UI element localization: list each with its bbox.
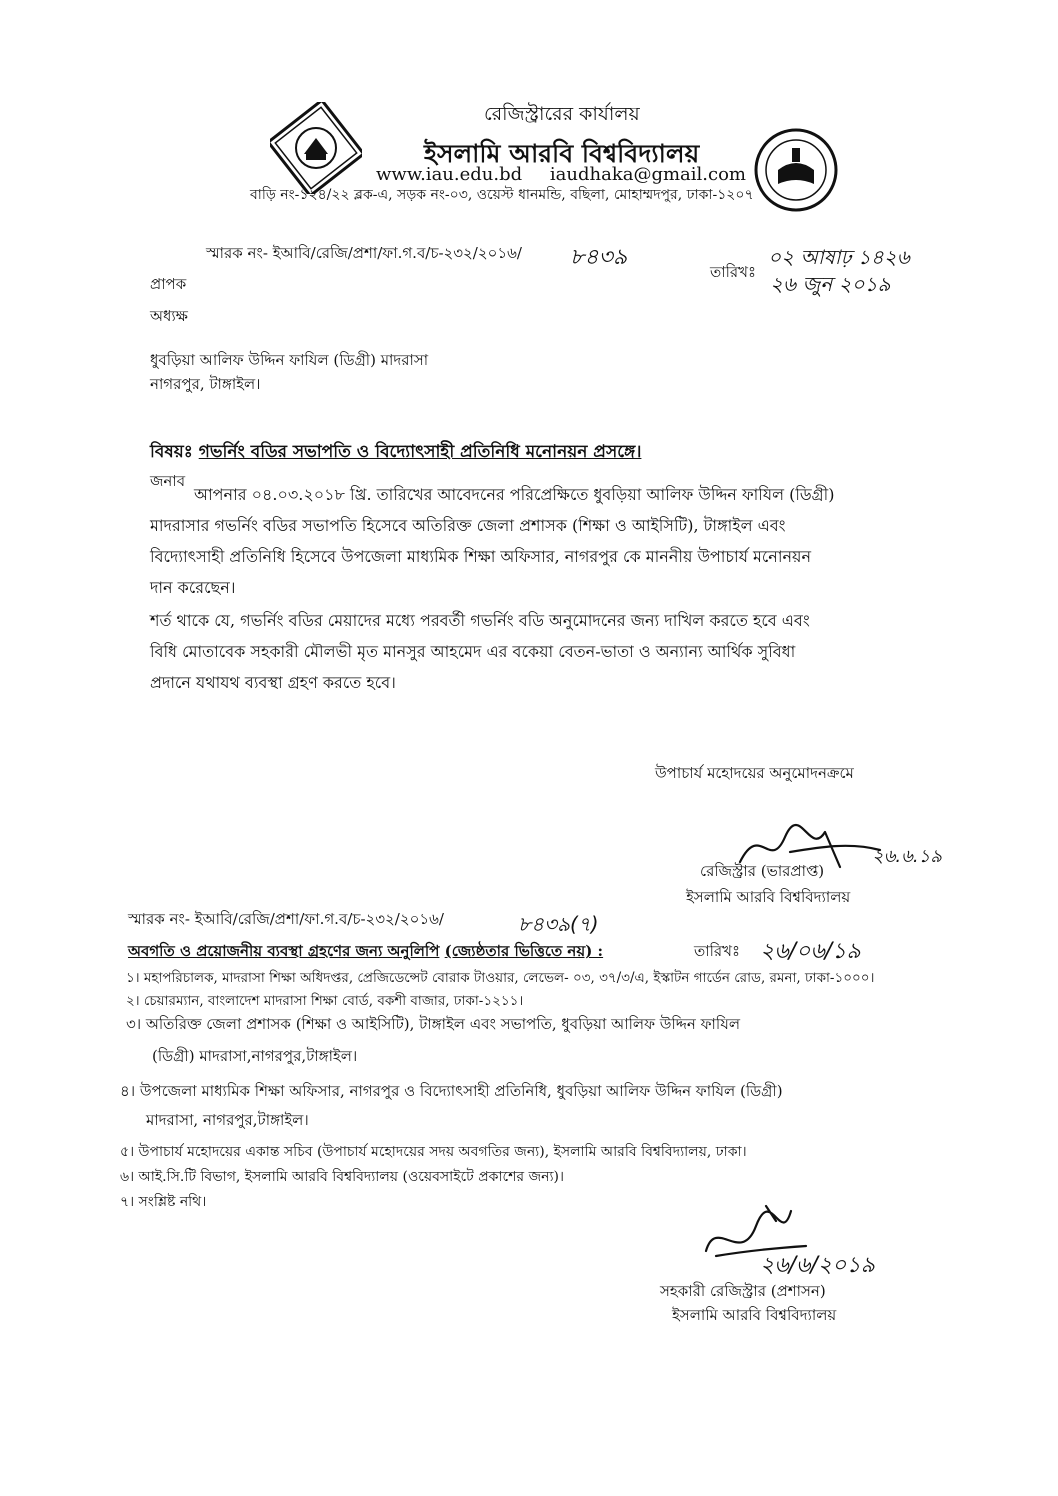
salutation: জনাব [150, 472, 186, 490]
cc-memo-handwritten: ৮৪৩৯(৭) [518, 912, 599, 936]
assistant-signature-date: ২৬/৬/২০১৯ [760, 1253, 875, 1278]
contact-line [376, 164, 768, 185]
cc-item: ৬। আই.সি.টি বিভাগ, ইসলামি আরবি বিশ্ববিদ্যালয় (ওয়েবসাইটে প্রকাশের জন্য)। [120, 1169, 564, 1185]
cc-memo-number: স্মারক নং- ইআবি/রেজি/প্রশা/ফা.গ.ব/চ-২৩২/২০১৬/ [128, 910, 444, 928]
cc-item: মাদরাসা, নাগরপুর,টাঙ্গাইল। [146, 1111, 309, 1129]
recipient-institution: ধুবড়িয়া আলিফ উদ্দিন ফাযিল (ডিগ্রী) মাদরাসা [150, 351, 429, 369]
registrar-university: ইসলামি আরবি বিশ্ববিদ্যালয় [686, 888, 851, 906]
cc-item: ৭। সংশ্লিষ্ট নথি। [120, 1194, 207, 1210]
approval-line: উপাচার্য মহোদয়ের অনুমোদনক্রমে [655, 764, 854, 782]
subject-line [150, 439, 641, 467]
date-handwritten-bangla: ০২ আষাঢ় ১৪২৬ [768, 245, 910, 269]
website-link[interactable]: www.iau.edu.bd [376, 164, 523, 185]
assistant-registrar-university: ইসলামি আরবি বিশ্ববিদ্যালয় [672, 1306, 837, 1324]
email-link[interactable]: iaudhaka@gmail.com [549, 164, 747, 185]
cc-item: ১। মহাপরিচালক, মাদরাসা শিক্ষা অধিদপ্তর, প্রেজিডেন্সেট বোরাক টাওয়ার, লেভেল- ০৩, ৩৭/৩/এ, ইস্কাটন গার্ডেন রোড, রমনা, ঢাকা-১০০০। [126, 970, 875, 986]
body-paragraph-1 [150, 479, 926, 603]
cc-date-label: তারিখঃ [694, 942, 740, 960]
memo-number-handwritten: ৮৪৩৯ [570, 245, 628, 270]
subject-text: গভর্নিং বডির সভাপতি ও বিদ্যোৎসাহী প্রতিনিধি মনোনয়ন প্রসঙ্গে। [198, 442, 642, 462]
cc-item: ২। চেয়ারম্যান, বাংলাদেশ মাদরাসা শিক্ষা বোর্ড, বকশী বাজার, ঢাকা-১২১১। [126, 993, 524, 1009]
body-paragraph-2 [150, 605, 926, 698]
cc-item: ৩। অতিরিক্ত জেলা প্রশাসক (শিক্ষা ও আইসিটি), টাঙ্গাইল এবং সভাপতি, ধুবড়িয়া আলিফ উদ্দিন ফাযিল [126, 1015, 741, 1033]
cc-heading-suffix: (জ্যেষ্ঠতার ভিত্তিতে নয়) : [444, 942, 604, 960]
subject-label: বিষয়ঃ [150, 442, 193, 462]
cc-item: ৪। উপজেলা মাধ্যমিক শিক্ষা অফিসার, নাগরপুর ও বিদ্যোৎসাহী প্রতিনিধি, ধুবড়িয়া আলিফ উদ্দিন ফাযিল (ডিগ্রী) [120, 1082, 783, 1100]
cc-item: ৫। উপাচার্য মহোদয়ের একান্ত সচিব (উপাচার্য মহোদয়ের সদয় অবগতির জন্য), ইসলামি আরবি বিশ্ববিদ্যালয়, ঢাকা। [120, 1144, 747, 1160]
address-line: বাড়ি নং-১২৪/২২ ব্লক-এ, সড়ক নং-০৩, ওয়েস্ট ধানমন্ডি, বছিলা, মোহাম্মদপুর, ঢাকা-১২০৭ [250, 187, 754, 203]
paragraph-line: বিধি মোতাবেক সহকারী মৌলভী মৃত মানসুর আহমেদ এর বকেয়া বেতন-ভাতা ও অন্যান্য আর্থিক সুবিধা [150, 642, 796, 661]
paragraph-line: মাদরাসার গভর্নিং বডির সভাপতি হিসেবে অতিরিক্ত জেলা প্রশাসক (শিক্ষা ও আইসিটি), টাঙ্গাইল এবং [150, 516, 786, 535]
cc-heading-prefix: অবগতি ও প্রয়োজনীয় ব্যবস্থা গ্রহণের জন্য অনুলিপি [128, 942, 440, 960]
recipient-location: নাগরপুর, টাঙ্গাইল। [150, 375, 261, 393]
cc-heading [128, 940, 603, 965]
signature-date-handwritten: ২৬.৬.১৯ [872, 846, 942, 867]
paragraph-line: আপনার ০৪.০৩.২০১৮ খ্রি. তারিখের আবেদনের পরিপ্রেক্ষিতে ধুবড়িয়া আলিফ উদ্দিন ফাযিল (ডিগ্রী) [194, 485, 835, 504]
cc-date-handwritten: ২৬/০৬/১৯ [760, 939, 861, 964]
paragraph-line: শর্ত থাকে যে, গভর্নিং বডির মেয়াদের মধ্যে পরবর্তী গভর্নিং বডি অনুমোদনের জন্য দাখিল করতে হবে এবং [150, 611, 810, 630]
date-label: তারিখঃ [710, 263, 756, 281]
registrar-title: রেজিস্ট্রার (ভারপ্রাপ্ত) [700, 862, 825, 880]
date-handwritten-gregorian: ২৬ জুন ২০১৯ [770, 272, 891, 296]
recipient-label: প্রাপক [150, 275, 187, 293]
paragraph-line: প্রদানে যথাযথ ব্যবস্থা গ্রহণ করতে হবে। [150, 673, 396, 692]
paragraph-line: বিদ্যোৎসাহী প্রতিনিধি হিসেবে উপজেলা মাধ্যমিক শিক্ষা অফিসার, নাগরপুর কে মাননীয় উপাচার্য মনোনয়ন [150, 547, 812, 566]
university-name: ইসলামি আরবি বিশ্ববিদ্যালয় [424, 139, 700, 168]
recipient-title: অধ্যক্ষ [150, 307, 188, 325]
memo-number: স্মারক নং- ইআবি/রেজি/প্রশা/ফা.গ.ব/চ-২৩২/২০১৬/ [206, 244, 522, 262]
assistant-registrar-title: সহকারী রেজিস্ট্রার (প্রশাসন) [660, 1282, 826, 1300]
cc-item: (ডিগ্রী) মাদরাসা,নাগরপুর,টাঙ্গাইল। [152, 1047, 358, 1065]
university-seal-logo [270, 102, 362, 194]
paragraph-line: দান করেছেন। [150, 578, 236, 597]
office-name: রেজিস্ট্রারের কার্যালয় [484, 103, 640, 125]
